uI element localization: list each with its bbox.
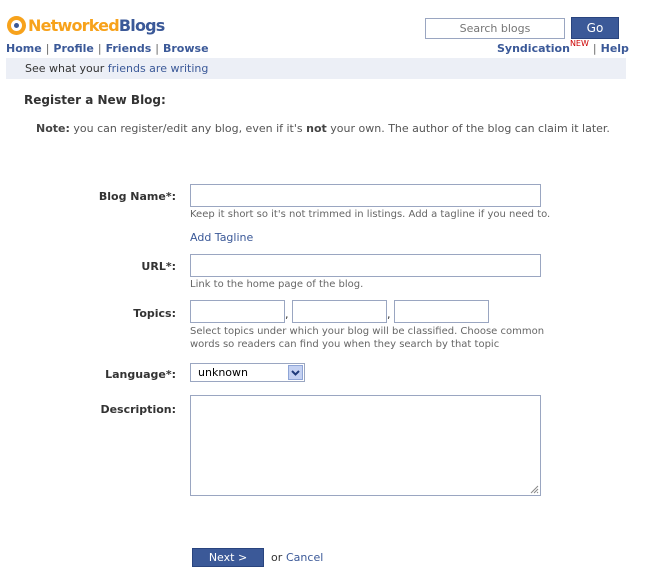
note-bold-not: not <box>306 122 327 135</box>
topic-comma: , <box>285 308 289 321</box>
topic-input-3[interactable] <box>394 300 489 323</box>
go-button[interactable]: Go <box>571 17 619 39</box>
language-selected-value: unknown <box>198 366 248 379</box>
nav-friends[interactable]: Friends <box>105 42 152 55</box>
networkedblogs-logo[interactable] <box>7 14 165 36</box>
logo-text-blogs: Blogs <box>118 15 165 35</box>
search-input[interactable] <box>425 18 565 39</box>
note-label: Note: <box>36 122 70 135</box>
nav-separator: | <box>155 42 159 55</box>
new-badge: NEW <box>569 39 589 48</box>
note-body-1: you can register/edit any blog, even if it's <box>69 122 307 135</box>
description-label: Description: <box>100 403 176 416</box>
nav-separator: | <box>45 42 50 55</box>
url-input[interactable] <box>190 254 541 277</box>
language-label: Language*: <box>105 368 176 381</box>
url-hint: Link to the home page of the blog. <box>190 279 364 290</box>
friends-writing-link[interactable]: friends are writing <box>107 62 209 75</box>
topic-input-1[interactable] <box>190 300 285 323</box>
note-text <box>36 122 610 135</box>
blog-name-hint: Keep it short so it's not trimmed in listings. Add a tagline if you need to. <box>190 209 551 220</box>
main-nav <box>6 42 209 55</box>
note-body-2: your own. The author of the blog can claim it later. <box>326 122 610 135</box>
add-tagline-link[interactable]: Add Tagline <box>190 231 254 244</box>
topic-comma: , <box>387 308 391 321</box>
nav-browse[interactable]: Browse <box>163 42 209 55</box>
page-title: Register a New Blog: <box>24 93 166 107</box>
topics-label: Topics: <box>133 307 176 320</box>
logo-badge-icon <box>7 16 26 35</box>
nav-separator: | <box>97 42 102 55</box>
or-text: or <box>271 551 283 564</box>
topics-hint-line-2: words so readers can find you when they search by that topic <box>190 339 500 350</box>
logo-text-networked: Networked <box>28 15 119 35</box>
nav-syndication[interactable]: Syndication <box>497 42 570 55</box>
resize-grip-icon[interactable] <box>530 485 539 494</box>
logo-text <box>28 16 165 35</box>
nav-home[interactable]: Home <box>6 42 42 55</box>
topics-hint-line-1: Select topics under which your blog will be classified. Choose common <box>190 326 545 337</box>
description-textarea[interactable] <box>190 395 541 496</box>
blog-name-label: Blog Name*: <box>98 190 176 203</box>
language-select[interactable] <box>190 363 305 382</box>
subbar-prefix: See what your <box>25 62 108 75</box>
blog-name-input[interactable] <box>190 184 541 207</box>
nav-help[interactable]: Help <box>600 42 629 55</box>
nav-profile[interactable]: Profile <box>53 42 94 55</box>
friends-subbar <box>6 58 626 79</box>
chevron-down-icon <box>289 366 302 379</box>
nav-separator: | <box>592 42 597 55</box>
nav-right <box>497 39 629 55</box>
select-arrow-button[interactable] <box>288 365 303 380</box>
next-button[interactable]: Next > <box>192 548 264 567</box>
url-label: URL*: <box>141 260 176 273</box>
cancel-link[interactable]: Cancel <box>286 551 324 564</box>
topic-input-2[interactable] <box>292 300 387 323</box>
